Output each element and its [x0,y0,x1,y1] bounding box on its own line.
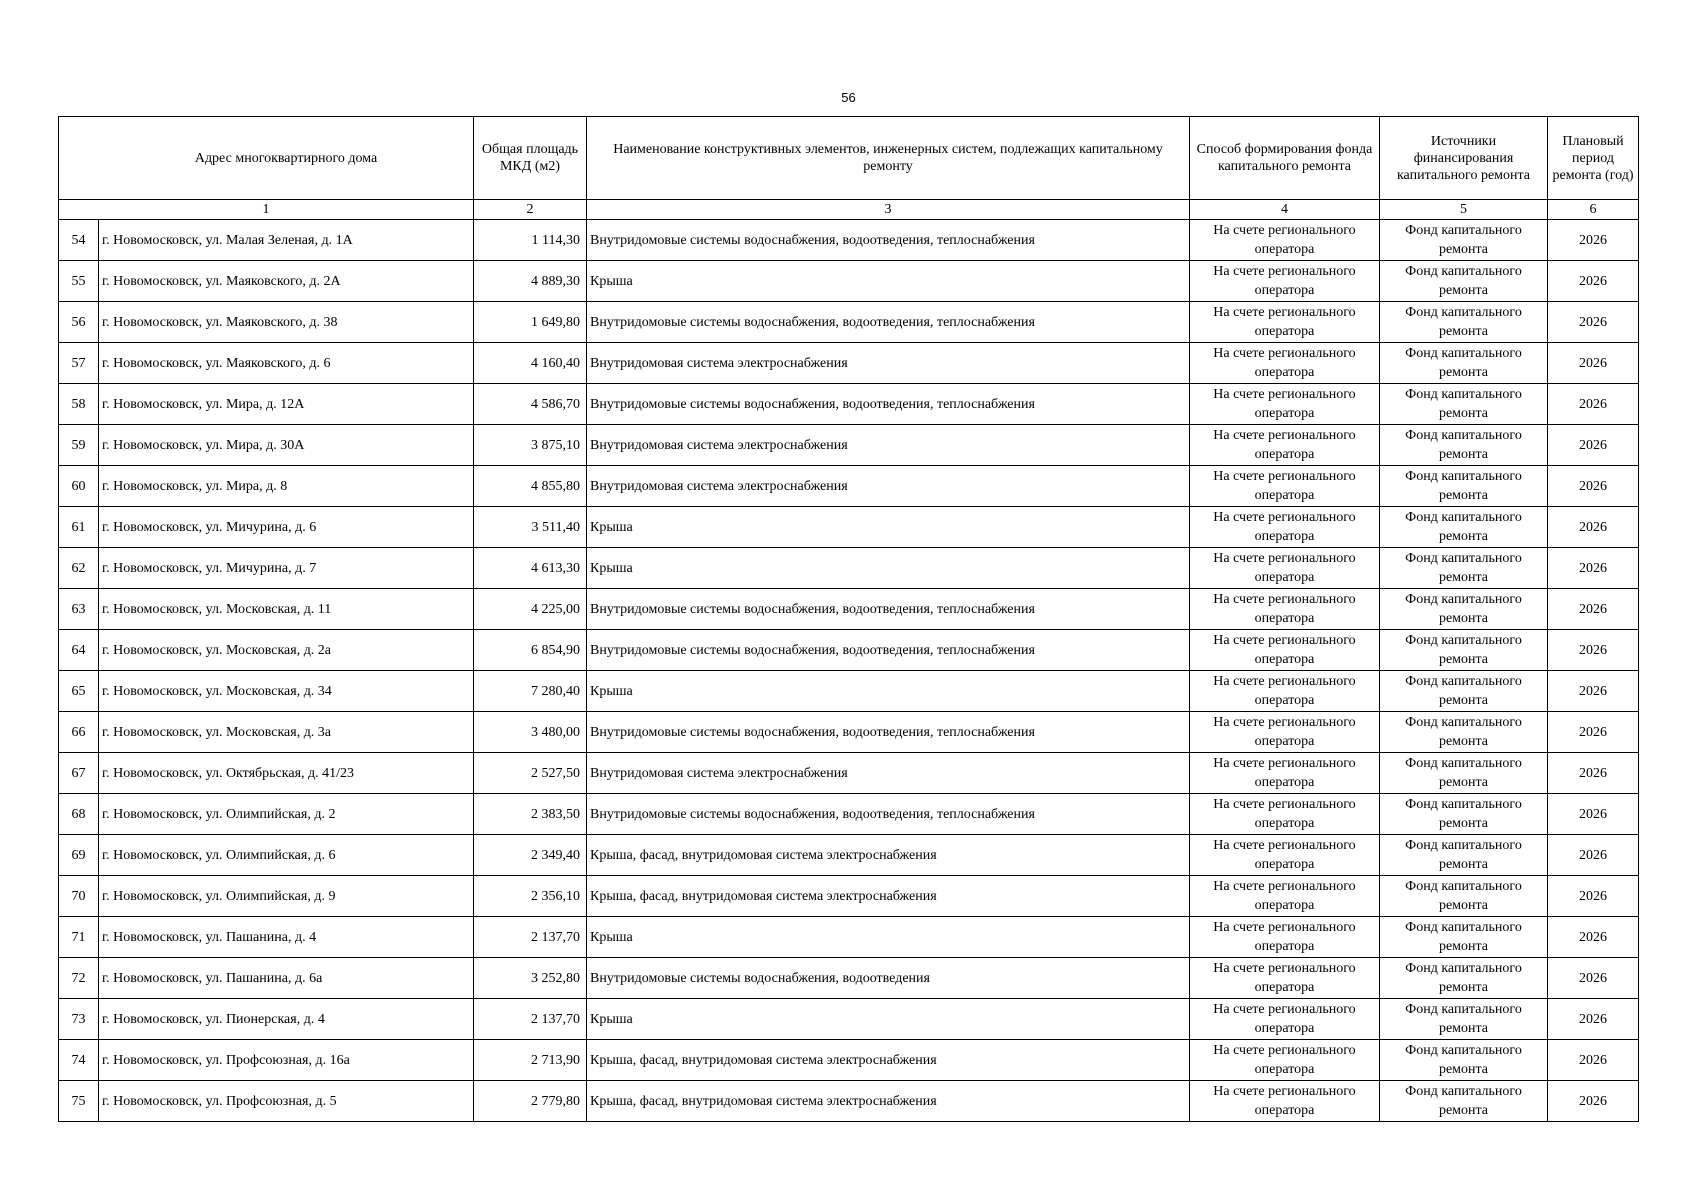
funding-source-cell: Фонд капитального ремонта [1380,999,1548,1040]
funding-source-cell: Фонд капитального ремонта [1380,835,1548,876]
elements-cell: Крыша, фасад, внутридомовая система электроснабжения [587,876,1190,917]
address-cell: г. Новомосковск, ул. Малая Зеленая, д. 1А [99,220,474,261]
funding-method-cell: На счете регионального оператора [1190,917,1380,958]
row-number: 62 [59,548,99,589]
row-number: 72 [59,958,99,999]
funding-source-cell: Фонд капитального ремонта [1380,507,1548,548]
funding-method-cell: На счете регионального оператора [1190,589,1380,630]
row-number: 56 [59,302,99,343]
row-number: 54 [59,220,99,261]
repair-year-cell: 2026 [1548,917,1639,958]
table-row [59,835,1639,876]
funding-method-cell: На счете регионального оператора [1190,466,1380,507]
elements-cell: Внутридомовые системы водоснабжения, водоотведения [587,958,1190,999]
elements-cell: Крыша [587,999,1190,1040]
address-cell: г. Новомосковск, ул. Московская, д. 34 [99,671,474,712]
row-number: 69 [59,835,99,876]
funding-method-cell: На счете регионального оператора [1190,261,1380,302]
repair-year-cell: 2026 [1548,671,1639,712]
address-cell: г. Новомосковск, ул. Пашанина, д. 4 [99,917,474,958]
funding-source-cell: Фонд капитального ремонта [1380,630,1548,671]
row-number: 74 [59,1040,99,1081]
funding-source-cell: Фонд капитального ремонта [1380,343,1548,384]
funding-method-cell: На счете регионального оператора [1190,835,1380,876]
funding-method-cell: На счете регионального оператора [1190,876,1380,917]
header-address: Адрес многоквартирного дома [59,117,474,200]
area-cell: 2 527,50 [474,753,587,794]
funding-source-cell: Фонд капитального ремонта [1380,1040,1548,1081]
row-number: 65 [59,671,99,712]
repair-year-cell: 2026 [1548,507,1639,548]
column-number: 4 [1190,200,1380,220]
funding-source-cell: Фонд капитального ремонта [1380,1081,1548,1122]
table-row [59,507,1639,548]
funding-source-cell: Фонд капитального ремонта [1380,958,1548,999]
table-row [59,466,1639,507]
address-cell: г. Новомосковск, ул. Олимпийская, д. 2 [99,794,474,835]
funding-source-cell: Фонд капитального ремонта [1380,220,1548,261]
table-row [59,548,1639,589]
funding-method-cell: На счете регионального оператора [1190,343,1380,384]
table-row [59,876,1639,917]
address-cell: г. Новомосковск, ул. Олимпийская, д. 9 [99,876,474,917]
address-cell: г. Новомосковск, ул. Пионерская, д. 4 [99,999,474,1040]
funding-method-cell: На счете регионального оператора [1190,630,1380,671]
funding-source-cell: Фонд капитального ремонта [1380,671,1548,712]
table-row [59,630,1639,671]
table-row [59,671,1639,712]
address-cell: г. Новомосковск, ул. Мичурина, д. 7 [99,548,474,589]
table-body [59,220,1639,1122]
table-row [59,917,1639,958]
row-number: 67 [59,753,99,794]
address-cell: г. Новомосковск, ул. Профсоюзная, д. 16а [99,1040,474,1081]
elements-cell: Внутридомовые системы водоснабжения, водоотведения, теплоснабжения [587,589,1190,630]
elements-cell: Крыша [587,261,1190,302]
elements-cell: Крыша, фасад, внутридомовая система электроснабжения [587,835,1190,876]
page-number: 56 [841,90,856,105]
address-cell: г. Новомосковск, ул. Маяковского, д. 38 [99,302,474,343]
repair-year-cell: 2026 [1548,630,1639,671]
funding-source-cell: Фонд капитального ремонта [1380,876,1548,917]
funding-source-cell: Фонд капитального ремонта [1380,548,1548,589]
area-cell: 6 854,90 [474,630,587,671]
table-row [59,1081,1639,1122]
address-cell: г. Новомосковск, ул. Маяковского, д. 2А [99,261,474,302]
table-row [59,384,1639,425]
area-cell: 1 114,30 [474,220,587,261]
funding-source-cell: Фонд капитального ремонта [1380,384,1548,425]
area-cell: 3 480,00 [474,712,587,753]
funding-method-cell: На счете регионального оператора [1190,794,1380,835]
funding-method-cell: На счете регионального оператора [1190,302,1380,343]
funding-source-cell: Фонд капитального ремонта [1380,466,1548,507]
row-number: 63 [59,589,99,630]
funding-source-cell: Фонд капитального ремонта [1380,425,1548,466]
funding-method-cell: На счете регионального оператора [1190,999,1380,1040]
funding-method-cell: На счете регионального оператора [1190,671,1380,712]
table-row [59,302,1639,343]
funding-source-cell: Фонд капитального ремонта [1380,302,1548,343]
funding-method-cell: На счете регионального оператора [1190,1040,1380,1081]
address-cell: г. Новомосковск, ул. Октябрьская, д. 41/23 [99,753,474,794]
funding-method-cell: На счете регионального оператора [1190,220,1380,261]
address-cell: г. Новомосковск, ул. Профсоюзная, д. 5 [99,1081,474,1122]
row-number: 75 [59,1081,99,1122]
area-cell: 2 713,90 [474,1040,587,1081]
area-cell: 4 160,40 [474,343,587,384]
column-number: 1 [59,200,474,220]
elements-cell: Крыша [587,671,1190,712]
repair-year-cell: 2026 [1548,876,1639,917]
area-cell: 3 875,10 [474,425,587,466]
area-cell: 4 889,30 [474,261,587,302]
row-number: 64 [59,630,99,671]
area-cell: 3 252,80 [474,958,587,999]
area-cell: 3 511,40 [474,507,587,548]
header-method: Способ формирования фонда капитального ремонта [1190,117,1380,200]
column-number: 3 [587,200,1190,220]
table-row [59,220,1639,261]
header-source: Источники финансирования капитального ремонта [1380,117,1548,200]
row-number: 73 [59,999,99,1040]
elements-cell: Внутридомовая система электроснабжения [587,466,1190,507]
row-number: 59 [59,425,99,466]
funding-source-cell: Фонд капитального ремонта [1380,261,1548,302]
repair-year-cell: 2026 [1548,425,1639,466]
address-cell: г. Новомосковск, ул. Московская, д. 2а [99,630,474,671]
table-header-row [59,117,1639,200]
funding-method-cell: На счете регионального оператора [1190,712,1380,753]
header-period: Плановый период ремонта (год) [1548,117,1639,200]
capital-repair-table [58,116,1639,1122]
funding-method-cell: На счете регионального оператора [1190,507,1380,548]
column-number: 6 [1548,200,1639,220]
repair-year-cell: 2026 [1548,958,1639,999]
funding-method-cell: На счете регионального оператора [1190,425,1380,466]
table-row [59,1040,1639,1081]
repair-year-cell: 2026 [1548,835,1639,876]
repair-year-cell: 2026 [1548,999,1639,1040]
area-cell: 2 356,10 [474,876,587,917]
area-cell: 2 137,70 [474,999,587,1040]
elements-cell: Крыша, фасад, внутридомовая система электроснабжения [587,1040,1190,1081]
elements-cell: Внутридомовые системы водоснабжения, водоотведения, теплоснабжения [587,630,1190,671]
area-cell: 4 586,70 [474,384,587,425]
area-cell: 2 383,50 [474,794,587,835]
funding-method-cell: На счете регионального оператора [1190,548,1380,589]
funding-source-cell: Фонд капитального ремонта [1380,794,1548,835]
address-cell: г. Новомосковск, ул. Московская, д. 11 [99,589,474,630]
elements-cell: Крыша, фасад, внутридомовая система электроснабжения [587,1081,1190,1122]
area-cell: 2 349,40 [474,835,587,876]
elements-cell: Внутридомовые системы водоснабжения, водоотведения, теплоснабжения [587,302,1190,343]
area-cell: 4 225,00 [474,589,587,630]
row-number: 66 [59,712,99,753]
area-cell: 2 137,70 [474,917,587,958]
funding-method-cell: На счете регионального оператора [1190,1081,1380,1122]
repair-year-cell: 2026 [1548,343,1639,384]
row-number: 57 [59,343,99,384]
row-number: 58 [59,384,99,425]
area-cell: 1 649,80 [474,302,587,343]
elements-cell: Внутридомовые системы водоснабжения, водоотведения, теплоснабжения [587,220,1190,261]
elements-cell: Крыша [587,548,1190,589]
elements-cell: Внутридомовая система электроснабжения [587,425,1190,466]
table-row [59,958,1639,999]
repair-year-cell: 2026 [1548,794,1639,835]
table-row [59,343,1639,384]
table-row [59,999,1639,1040]
header-elements: Наименование конструктивных элементов, инженерных систем, подлежащих капитальному ремонту [587,117,1190,200]
elements-cell: Внутридомовые системы водоснабжения, водоотведения, теплоснабжения [587,384,1190,425]
area-cell: 7 280,40 [474,671,587,712]
area-cell: 4 613,30 [474,548,587,589]
area-cell: 2 779,80 [474,1081,587,1122]
address-cell: г. Новомосковск, ул. Маяковского, д. 6 [99,343,474,384]
repair-year-cell: 2026 [1548,1040,1639,1081]
funding-method-cell: На счете регионального оператора [1190,753,1380,794]
repair-year-cell: 2026 [1548,753,1639,794]
table-row [59,589,1639,630]
repair-year-cell: 2026 [1548,384,1639,425]
address-cell: г. Новомосковск, ул. Московская, д. 3а [99,712,474,753]
address-cell: г. Новомосковск, ул. Олимпийская, д. 6 [99,835,474,876]
table-row [59,794,1639,835]
address-cell: г. Новомосковск, ул. Мира, д. 12А [99,384,474,425]
column-number: 2 [474,200,587,220]
elements-cell: Внутридомовая система электроснабжения [587,343,1190,384]
repair-year-cell: 2026 [1548,589,1639,630]
repair-year-cell: 2026 [1548,548,1639,589]
column-number-row [59,200,1639,220]
repair-year-cell: 2026 [1548,302,1639,343]
table-row [59,425,1639,466]
funding-method-cell: На счете регионального оператора [1190,958,1380,999]
row-number: 61 [59,507,99,548]
header-area: Общая площадь МКД (м2) [474,117,587,200]
column-number: 5 [1380,200,1548,220]
funding-source-cell: Фонд капитального ремонта [1380,917,1548,958]
repair-year-cell: 2026 [1548,220,1639,261]
elements-cell: Внутридомовые системы водоснабжения, водоотведения, теплоснабжения [587,712,1190,753]
row-number: 60 [59,466,99,507]
elements-cell: Внутридомовые системы водоснабжения, водоотведения, теплоснабжения [587,794,1190,835]
address-cell: г. Новомосковск, ул. Пашанина, д. 6а [99,958,474,999]
funding-method-cell: На счете регионального оператора [1190,384,1380,425]
address-cell: г. Новомосковск, ул. Мира, д. 30А [99,425,474,466]
funding-source-cell: Фонд капитального ремонта [1380,712,1548,753]
row-number: 71 [59,917,99,958]
table-row [59,753,1639,794]
table-row [59,261,1639,302]
repair-year-cell: 2026 [1548,712,1639,753]
repair-year-cell: 2026 [1548,261,1639,302]
repair-year-cell: 2026 [1548,466,1639,507]
elements-cell: Крыша [587,917,1190,958]
funding-source-cell: Фонд капитального ремонта [1380,589,1548,630]
row-number: 70 [59,876,99,917]
elements-cell: Крыша [587,507,1190,548]
row-number: 55 [59,261,99,302]
row-number: 68 [59,794,99,835]
address-cell: г. Новомосковск, ул. Мира, д. 8 [99,466,474,507]
elements-cell: Внутридомовая система электроснабжения [587,753,1190,794]
funding-source-cell: Фонд капитального ремонта [1380,753,1548,794]
table-row [59,712,1639,753]
repair-year-cell: 2026 [1548,1081,1639,1122]
area-cell: 4 855,80 [474,466,587,507]
address-cell: г. Новомосковск, ул. Мичурина, д. 6 [99,507,474,548]
